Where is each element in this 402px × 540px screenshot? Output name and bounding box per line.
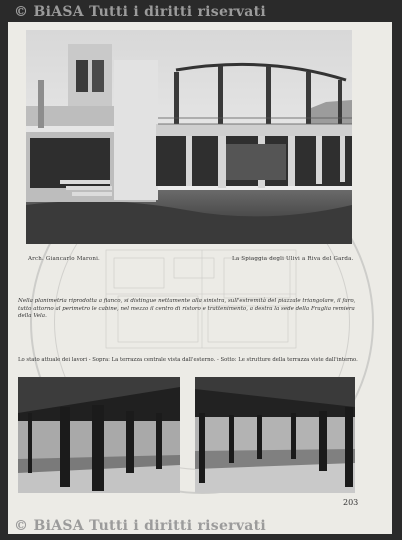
- page-number: 203: [343, 498, 359, 507]
- building-exterior-photo: [26, 30, 352, 244]
- terrace-structure-photo-left: [18, 377, 180, 493]
- bottom-photos-caption: Lo stato attuale dei lavori - Sopra: La terrazza centrale vista dall'esterno. - Sotto: Le strutture della terrazza viste dall'interno.: [18, 357, 358, 363]
- architect-caption: Arch. Giancarlo Maroni.: [28, 256, 101, 262]
- watermark-bottom: © BiASA Tutti i diritti riservati: [14, 518, 267, 534]
- location-caption: La Spiaggia degli Ulivi a Riva del Garda.: [232, 256, 354, 262]
- plan-description-text: Nella planimetria riprodotta a fianco, si distingue nettamente alla sinistra, sull'estremità del piazzale triangolare, il faro, tutto attorno al perimetro le cabine, nel mezzo il centro di ristoro e trattenimento, a destra la sede della Fraglia remiera della Vela.: [18, 298, 356, 319]
- watermark-top: © BiASA Tutti i diritti riservati: [14, 4, 267, 20]
- terrace-structure-photo-right: [195, 377, 355, 493]
